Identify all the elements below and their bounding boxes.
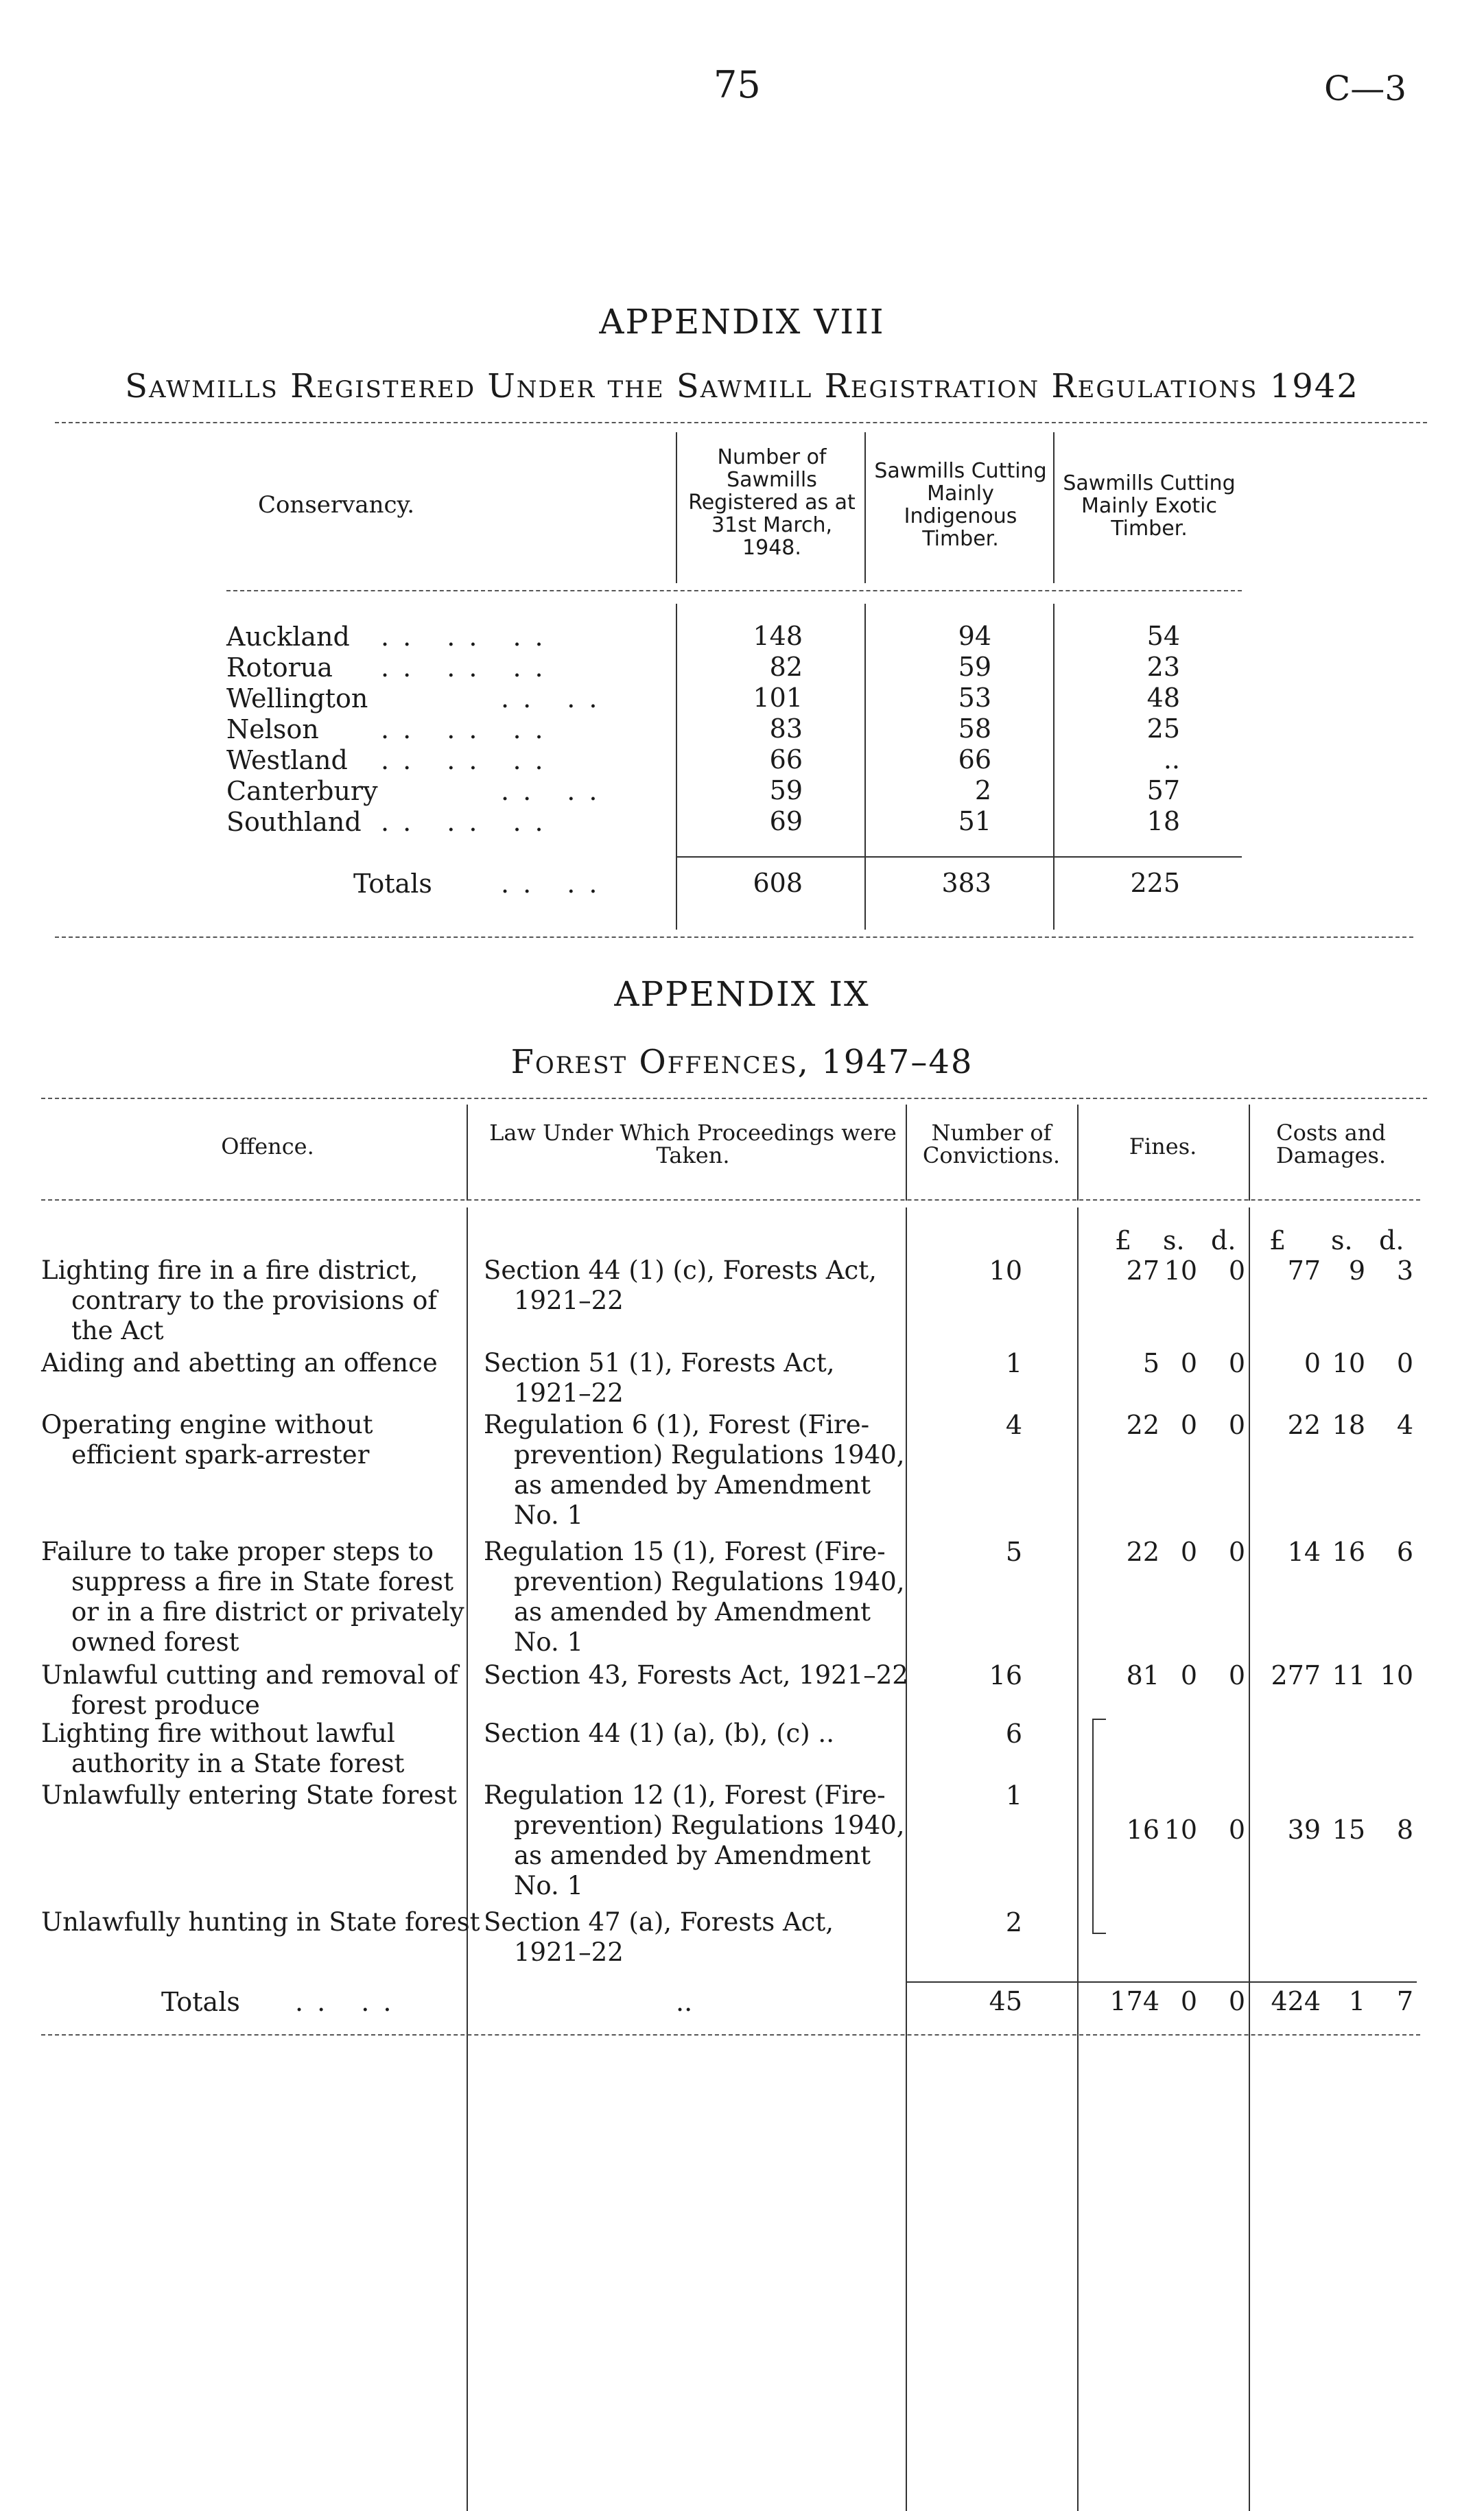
cost-pounds: 277 — [1271, 1660, 1321, 1690]
law-text: Section 47 (a), Forests Act, 1921–22 — [484, 1907, 834, 1967]
law-text: Section 44 (1) (c), Forests Act, 1921–22 — [484, 1256, 877, 1315]
cost-pounds: 22 — [1287, 1410, 1321, 1440]
cost-shillings: 11 — [1332, 1660, 1365, 1690]
fine-shillings: 10 — [1164, 1256, 1197, 1286]
costs-pence-unit: d. — [1379, 1225, 1404, 1256]
fine-pence: 0 — [1228, 1537, 1245, 1567]
conservancy-name: Rotorua — [226, 652, 333, 683]
fine-pence: 0 — [1228, 1660, 1245, 1690]
conservancy-name: Auckland — [226, 622, 350, 652]
indigenous-count: 66 — [958, 744, 991, 775]
registered-count: 59 — [769, 775, 803, 805]
header-rule — [226, 590, 1242, 591]
group-fine-pence: 0 — [1228, 1815, 1245, 1845]
group-fine-pounds: 16 — [1126, 1815, 1159, 1845]
offence-text: Operating engine without efficient spark-arrester — [41, 1410, 373, 1470]
fines-pounds-unit: £ — [1115, 1225, 1132, 1256]
law-text: Regulation 15 (1), Forest (Fire-prevention) Regulations 1940, as amended by Amendment No. 1 — [484, 1537, 905, 1657]
col-divider — [676, 432, 677, 583]
col-exotic: Sawmills Cutting Mainly Exotic Timber. — [1063, 471, 1236, 541]
leader-dots: .. .. .. — [381, 622, 557, 652]
fine-pounds: 22 — [1126, 1410, 1159, 1440]
col-divider — [906, 1105, 907, 1201]
divider — [55, 422, 1427, 423]
col-divider — [676, 604, 677, 930]
fine-shillings: 0 — [1180, 1660, 1197, 1690]
col-conservancy: Conservancy. — [257, 491, 415, 519]
offence-text: Lighting fire in a fire district, contrary to the provisions of the Act — [41, 1256, 438, 1345]
exotic-count: 54 — [1146, 621, 1180, 651]
col-divider — [467, 1105, 468, 1201]
offence-text: Unlawful cutting and removal of forest produce — [41, 1660, 458, 1720]
totals-registered: 608 — [753, 868, 803, 898]
col-law: Law Under Which Proceedings were Taken. — [489, 1120, 897, 1168]
totals-rule — [676, 856, 1242, 858]
appendix-8-title: APPENDIX VIII — [599, 302, 885, 342]
convictions-count: 5 — [1005, 1537, 1022, 1567]
conservancy-name: Wellington — [226, 683, 368, 714]
totals-indigenous: 383 — [941, 868, 991, 898]
cost-shillings: 9 — [1348, 1256, 1365, 1286]
law-text: Regulation 6 (1), Forest (Fire-prevention) Regulations 1940, as amended by Amendment No. 1 — [484, 1410, 905, 1530]
appendix-9-subtitle: Forest Offences, 1947–48 — [510, 1043, 974, 1081]
totals-label: Totals — [353, 869, 432, 899]
cost-pounds: 77 — [1287, 1256, 1321, 1286]
exotic-count: 25 — [1146, 714, 1180, 744]
page-number: 75 — [714, 63, 761, 106]
indigenous-count: 51 — [958, 806, 991, 836]
conservancy-name: Westland — [226, 745, 348, 775]
col-divider — [864, 432, 866, 583]
convictions-count: 16 — [989, 1660, 1022, 1690]
col-divider — [1077, 1207, 1079, 2511]
col-registered: Number of Sawmills Registered as at 31st March, 1948. — [688, 445, 856, 560]
total-fine-pence: 0 — [1228, 1986, 1245, 2016]
fine-pence: 0 — [1228, 1410, 1245, 1440]
header-rule — [41, 1199, 1420, 1201]
col-divider — [864, 604, 866, 930]
col-offence: Offence. — [221, 1133, 314, 1159]
indigenous-count: 59 — [958, 652, 991, 682]
cost-shillings: 18 — [1332, 1410, 1365, 1440]
indigenous-count: 94 — [958, 621, 991, 651]
exotic-count: 18 — [1146, 806, 1180, 836]
col-convictions: Number of Convictions. — [922, 1120, 1061, 1168]
cost-shillings: 16 — [1332, 1537, 1365, 1567]
divider — [55, 936, 1413, 938]
offence-text: Lighting fire without lawful authority in a State forest — [41, 1719, 405, 1778]
offence-text: Aiding and abetting an offence — [41, 1348, 438, 1378]
fine-pounds: 27 — [1126, 1256, 1159, 1286]
totals-convictions: 45 — [989, 1986, 1022, 2016]
registered-count: 148 — [753, 621, 803, 651]
totals-rule — [906, 1981, 1417, 1983]
registered-count: 66 — [769, 744, 803, 775]
totals-dots: .. .. — [501, 869, 611, 899]
indigenous-count: 58 — [958, 714, 991, 744]
fine-pounds: 22 — [1126, 1537, 1159, 1567]
leader-dots: .. .. .. — [381, 745, 557, 775]
cost-pence: 4 — [1396, 1410, 1413, 1440]
appendix-8-subtitle: Sawmills Registered Under the Sawmill Registration Regulations 1942 — [125, 367, 1359, 405]
totals-exotic: 225 — [1130, 868, 1180, 898]
divider — [41, 2034, 1420, 2036]
fine-shillings: 0 — [1180, 1537, 1197, 1567]
offence-text: Unlawfully hunting in State forest — [41, 1907, 480, 1937]
group-cost-pence: 8 — [1396, 1815, 1413, 1845]
cost-pence: 0 — [1396, 1348, 1413, 1378]
page-code: C—3 — [1324, 69, 1407, 108]
col-fines: Fines. — [1129, 1133, 1197, 1159]
cost-pence: 6 — [1396, 1537, 1413, 1567]
indigenous-count: 53 — [958, 683, 991, 713]
convictions-count: 1 — [1005, 1348, 1022, 1378]
fine-pence: 0 — [1228, 1256, 1245, 1286]
convictions-count: 4 — [1005, 1410, 1022, 1440]
appendix-9-title: APPENDIX IX — [614, 974, 870, 1014]
col-costs: Costs and Damages. — [1275, 1120, 1387, 1168]
registered-count: 101 — [753, 683, 803, 713]
registered-count: 82 — [769, 652, 803, 682]
fines-pence-unit: d. — [1211, 1225, 1236, 1256]
convictions-count: 2 — [1005, 1907, 1022, 1937]
col-indigenous: Sawmills Cutting Mainly Indigenous Timber. — [874, 459, 1047, 551]
law-text: Section 43, Forests Act, 1921–22 — [484, 1660, 908, 1690]
costs-shillings-unit: s. — [1331, 1225, 1353, 1256]
exotic-count: .. — [1163, 744, 1180, 775]
totals-law: .. — [676, 1987, 693, 2017]
fine-shillings: 0 — [1180, 1348, 1197, 1378]
group-cost-shillings: 15 — [1332, 1815, 1365, 1845]
col-divider — [1053, 604, 1055, 930]
costs-pounds-unit: £ — [1269, 1225, 1286, 1256]
exotic-count: 57 — [1146, 775, 1180, 805]
conservancy-name: Southland — [226, 807, 362, 837]
cost-pence: 10 — [1380, 1660, 1413, 1690]
totals-label: Totals — [161, 1987, 240, 2017]
convictions-count: 10 — [989, 1256, 1022, 1286]
fine-pounds: 5 — [1142, 1348, 1159, 1378]
leader-dots: .. .. .. — [381, 652, 557, 683]
total-cost-pence: 7 — [1396, 1986, 1413, 2016]
fine-shillings: 0 — [1180, 1410, 1197, 1440]
totals-dots: .. .. — [295, 1987, 405, 2017]
registered-count: 83 — [769, 714, 803, 744]
law-text: Section 44 (1) (a), (b), (c) .. — [484, 1719, 834, 1748]
total-cost-shillings: 1 — [1348, 1986, 1365, 2016]
law-text: Section 51 (1), Forests Act, 1921–22 — [484, 1348, 835, 1408]
total-fine-shillings: 0 — [1180, 1986, 1197, 2016]
conservancy-name: Nelson — [226, 714, 319, 744]
total-fine-pounds: 174 — [1109, 1986, 1159, 2016]
group-cost-pounds: 39 — [1287, 1815, 1321, 1845]
cost-pounds: 0 — [1304, 1348, 1321, 1378]
conservancy-name: Canterbury — [226, 776, 378, 806]
fine-pounds: 81 — [1126, 1660, 1159, 1690]
cost-pence: 3 — [1396, 1256, 1413, 1286]
offence-text: Unlawfully entering State forest — [41, 1780, 457, 1810]
fines-shillings-unit: s. — [1163, 1225, 1185, 1256]
leader-dots: .. .. .. — [381, 714, 557, 744]
convictions-count: 1 — [1005, 1780, 1022, 1811]
registered-count: 69 — [769, 806, 803, 836]
exotic-count: 23 — [1146, 652, 1180, 682]
group-fine-shillings: 10 — [1164, 1815, 1197, 1845]
col-divider — [1077, 1105, 1079, 1201]
col-divider — [1249, 1207, 1250, 2511]
total-cost-pounds: 424 — [1271, 1986, 1321, 2016]
col-divider — [1053, 432, 1055, 583]
cost-pounds: 14 — [1287, 1537, 1321, 1567]
cost-shillings: 10 — [1332, 1348, 1365, 1378]
exotic-count: 48 — [1146, 683, 1180, 713]
col-divider — [467, 1207, 468, 2511]
law-text: Regulation 12 (1), Forest (Fire-prevention) Regulations 1940, as amended by Amendment No. 1 — [484, 1780, 905, 1900]
divider — [41, 1098, 1427, 1099]
indigenous-count: 2 — [974, 775, 991, 805]
convictions-count: 6 — [1005, 1719, 1022, 1749]
fine-pence: 0 — [1228, 1348, 1245, 1378]
leader-dots: .. .. .. — [381, 807, 557, 837]
leader-dots: .. .. — [501, 776, 611, 806]
offence-text: Failure to take proper steps to suppress a fire in State forest or in a fire district or privately owned forest — [41, 1537, 464, 1657]
col-divider — [1249, 1105, 1250, 1201]
leader-dots: .. .. — [501, 683, 611, 714]
